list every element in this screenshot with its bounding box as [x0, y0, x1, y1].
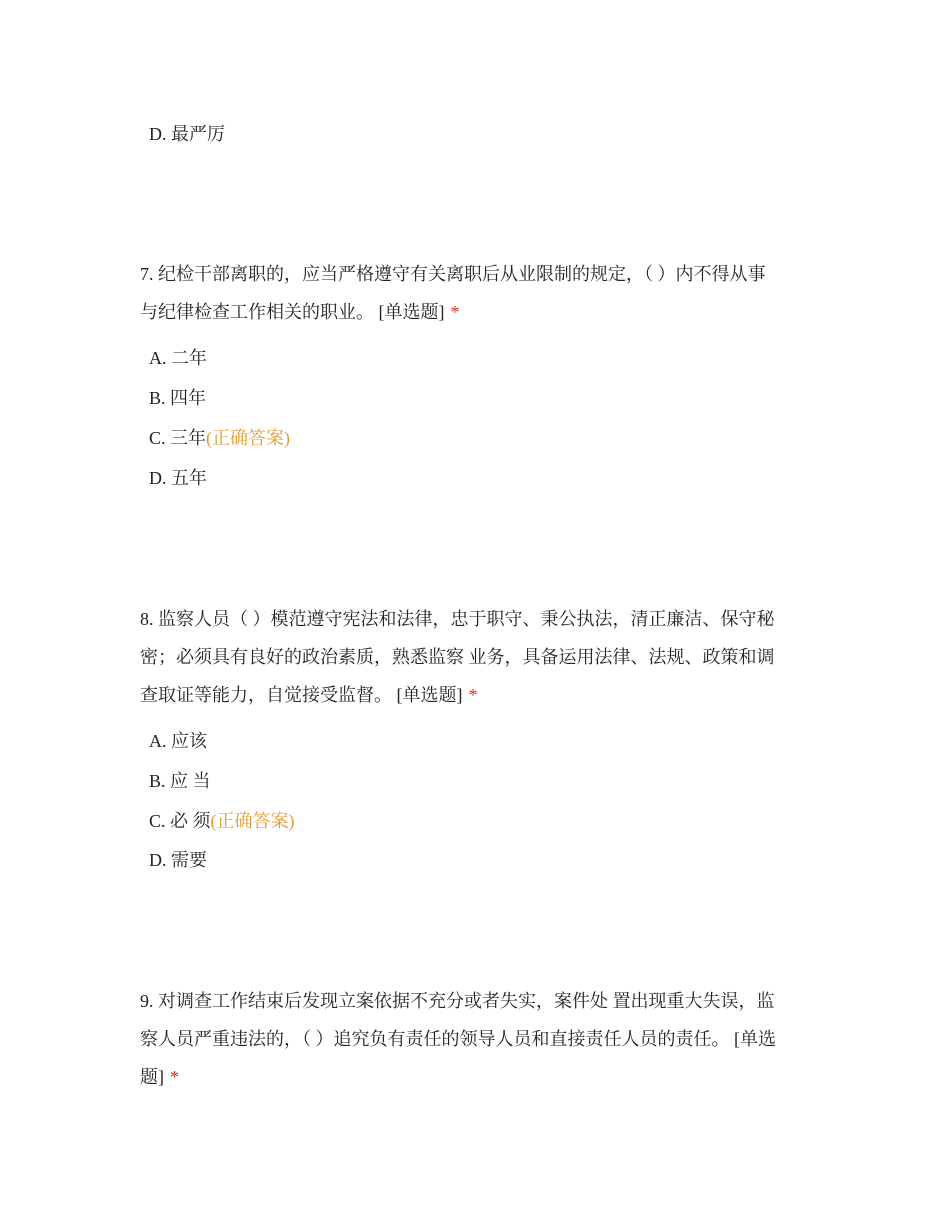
option-b[interactable]: B. 四年: [149, 388, 207, 408]
option-a[interactable]: A. 二年: [149, 348, 207, 368]
question-text: 查取证等能力，自觉接受监督。 [单选题]: [140, 685, 463, 705]
correct-answer-label: (正确答案): [210, 811, 295, 831]
question-text: 与纪律检查工作相关的职业。 [单选题]: [140, 302, 445, 322]
required-mark: *: [450, 302, 460, 322]
question-text: 题]: [140, 1067, 164, 1087]
question-text-line: [140, 683, 478, 707]
question-text-line: 密；必须具有良好的政治素质，熟悉监察 业务，具备运用法律、法规、政策和调: [140, 647, 775, 667]
required-mark: *: [468, 685, 478, 705]
option-label: C. 三年: [149, 428, 207, 448]
option-label: C. 必 须: [149, 811, 211, 831]
option-d[interactable]: D. 五年: [149, 468, 207, 488]
option-b[interactable]: B. 应 当: [149, 771, 211, 791]
required-mark: *: [170, 1067, 179, 1087]
question-text-line: [140, 1065, 179, 1089]
question-text-line: [140, 300, 460, 324]
question-text-line: 9. 对调查工作结束后发现立案依据不充分或者失实，案件处 置出现重大失误，监: [140, 991, 775, 1011]
option-d[interactable]: D. 需要: [149, 850, 207, 870]
option-c[interactable]: [149, 426, 290, 450]
question-text-line: 8. 监察人员（ ）模范遵守宪法和法律，忠于职守、秉公执法，清正廉洁、保守秘: [140, 609, 775, 629]
option-c[interactable]: [149, 809, 295, 833]
correct-answer-label: (正确答案): [206, 428, 291, 448]
question-text-line: 察人员严重违法的，（ ）追究负有责任的领导人员和直接责任人员的责任。 [单选: [140, 1029, 776, 1049]
previous-option-d[interactable]: D. 最严厉: [149, 124, 225, 144]
question-text-line: 7. 纪检干部离职的，应当严格遵守有关离职后从业限制的规定，（ ）内不得从事: [140, 264, 766, 284]
option-a[interactable]: A. 应该: [149, 731, 207, 751]
